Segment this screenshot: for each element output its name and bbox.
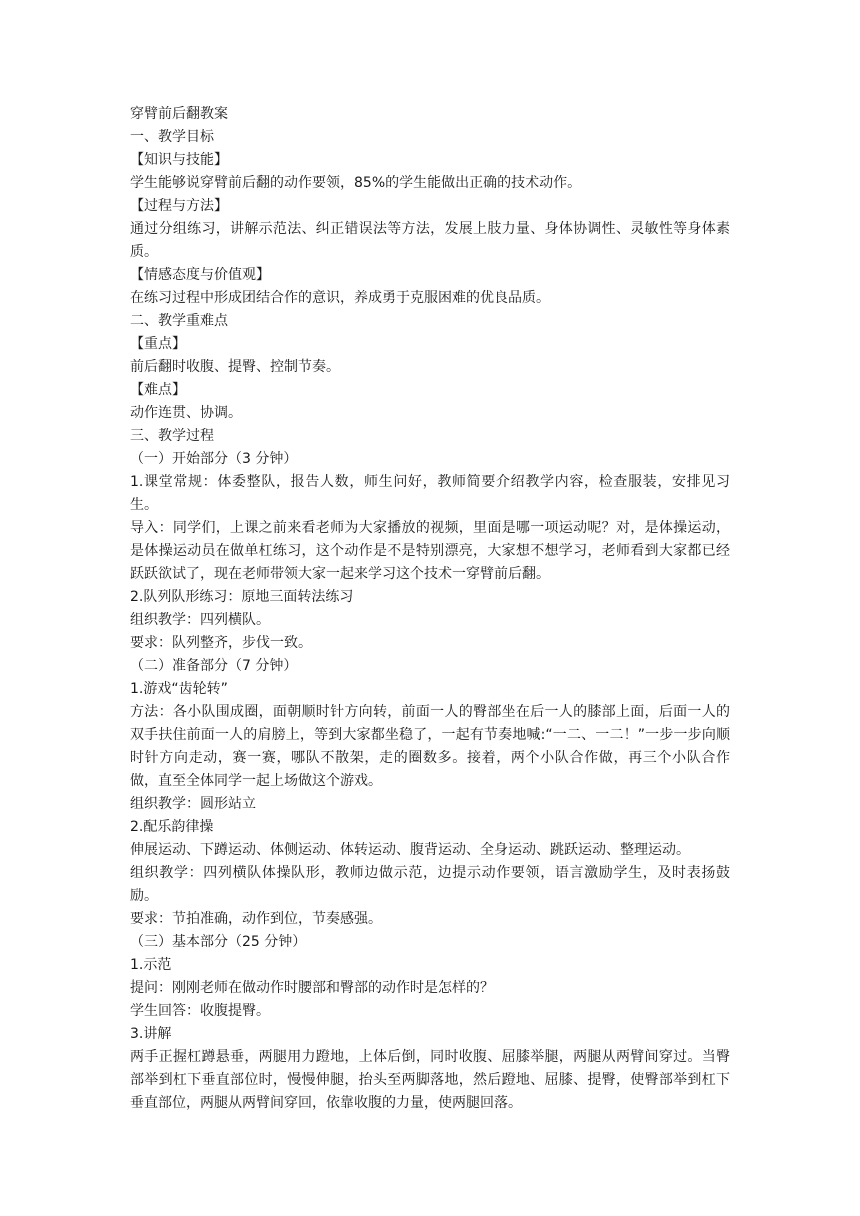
paragraph-difficult: 动作连贯、协调。: [130, 405, 242, 421]
paragraph-routine: 1.课堂常规：体委整队，报告人数，师生问好，教师简要介绍教学内容，检查服装，安排见习生。: [130, 474, 730, 513]
subheading-process: 【过程与方法】: [130, 198, 228, 214]
section-heading-process: 三、教学过程: [130, 428, 214, 444]
paragraph-explanation-heading: 3.讲解: [130, 1026, 172, 1042]
paragraph-exercise-moves: 伸展运动、下蹲运动、体侧运动、体转运动、腹背运动、全身运动、跳跃运动、整理运动。: [130, 842, 690, 858]
paragraph-question: 提问：刚刚老师在做动作时腰部和臀部的动作时是怎样的？: [130, 980, 494, 996]
subheading-knowledge: 【知识与技能】: [130, 152, 228, 168]
section-heading-key-points: 二、教学重难点: [130, 313, 228, 329]
paragraph-emotion: 在练习过程中形成团结合作的意识，养成勇于克服困难的优良品质。: [130, 290, 550, 306]
paragraph-game-title: 1.游戏“齿轮转”: [130, 681, 228, 697]
subheading-emotion: 【情感态度与价值观】: [130, 267, 270, 283]
paragraph-game-method: 方法：各小队围成圈，面朝顺时针方向转，前面一人的臀部坐在后一人的膝部上面，后面一人的双手扶住前面一人的肩膀上，等到大家都坐稳了，一起有节奏地喊:“一二、一二！”一步一步向顺时针方向走动，赛一赛，哪队不散架，走的圈数多。接着，两个小队合作做，再三个小队合作做，直至全体同学一起上场做这个游戏。: [130, 704, 730, 789]
paragraph-formation-drill: 2.队列队形练习：原地三面转法练习: [130, 589, 354, 605]
paragraph-organization-3: 组织教学：四列横队体操队形，教师边做示范，边提示动作要领，语言激励学生，及时表扬鼓励。: [130, 865, 730, 904]
paragraph-requirement-1: 要求：队列整齐，步伐一致。: [130, 635, 312, 651]
subheading-key: 【重点】: [130, 336, 186, 352]
paragraph-demonstration: 1.示范: [130, 957, 172, 973]
paragraph-introduction: 导入：同学们，上课之前来看老师为大家播放的视频，里面是哪一项运动呢？对，是体操运动，是体操运动员在做单杠练习，这个动作是不是特别漂亮，大家想不想学习，老师看到大家都已经跃跃欲试了，现在老师带领大家一起来学习这个技术一穿臂前后翻。: [130, 520, 730, 582]
paragraph-explanation: 两手正握杠蹲悬垂，两腿用力蹬地，上体后倒，同时收腹、屈膝举腿，两腿从两臂间穿过。当臀部举到杠下垂直部位时，慢慢伸腿，抬头至两脚落地，然后蹬地、屈膝、提臀，使臀部举到杠下垂直部位，两腿从两臂间穿回，依靠收腹的力量，使两腿回落。: [130, 1049, 730, 1111]
paragraph-key: 前后翻时收腹、提臀、控制节奏。: [130, 359, 340, 375]
paragraph-process: 通过分组练习，讲解示范法、纠正错误法等方法，发展上肢力量、身体协调性、灵敏性等身体素质。: [130, 221, 730, 260]
subheading-difficult: 【难点】: [130, 382, 186, 398]
section-heading-objectives: 一、教学目标: [130, 129, 214, 145]
part-heading-basic: （三）基本部分（25 分钟）: [130, 934, 307, 950]
paragraph-requirement-2: 要求：节拍准确，动作到位，节奏感强。: [130, 911, 382, 927]
paragraph-organization-1: 组织教学：四列横队。: [130, 612, 270, 628]
lesson-plan-document: [130, 103, 730, 1115]
document-title: 穿臂前后翻教案: [130, 106, 228, 122]
paragraph-knowledge: 学生能够说穿臂前后翻的动作要领，85%的学生能做出正确的技术动作。: [130, 175, 582, 191]
part-heading-preparation: （二）准备部分（7 分钟）: [130, 658, 298, 674]
paragraph-rhythmic-exercise: 2.配乐韵律操: [130, 819, 214, 835]
paragraph-organization-2: 组织教学：圆形站立: [130, 796, 256, 812]
paragraph-answer: 学生回答：收腹提臀。: [130, 1003, 270, 1019]
part-heading-start: （一）开始部分（3 分钟）: [130, 451, 298, 467]
